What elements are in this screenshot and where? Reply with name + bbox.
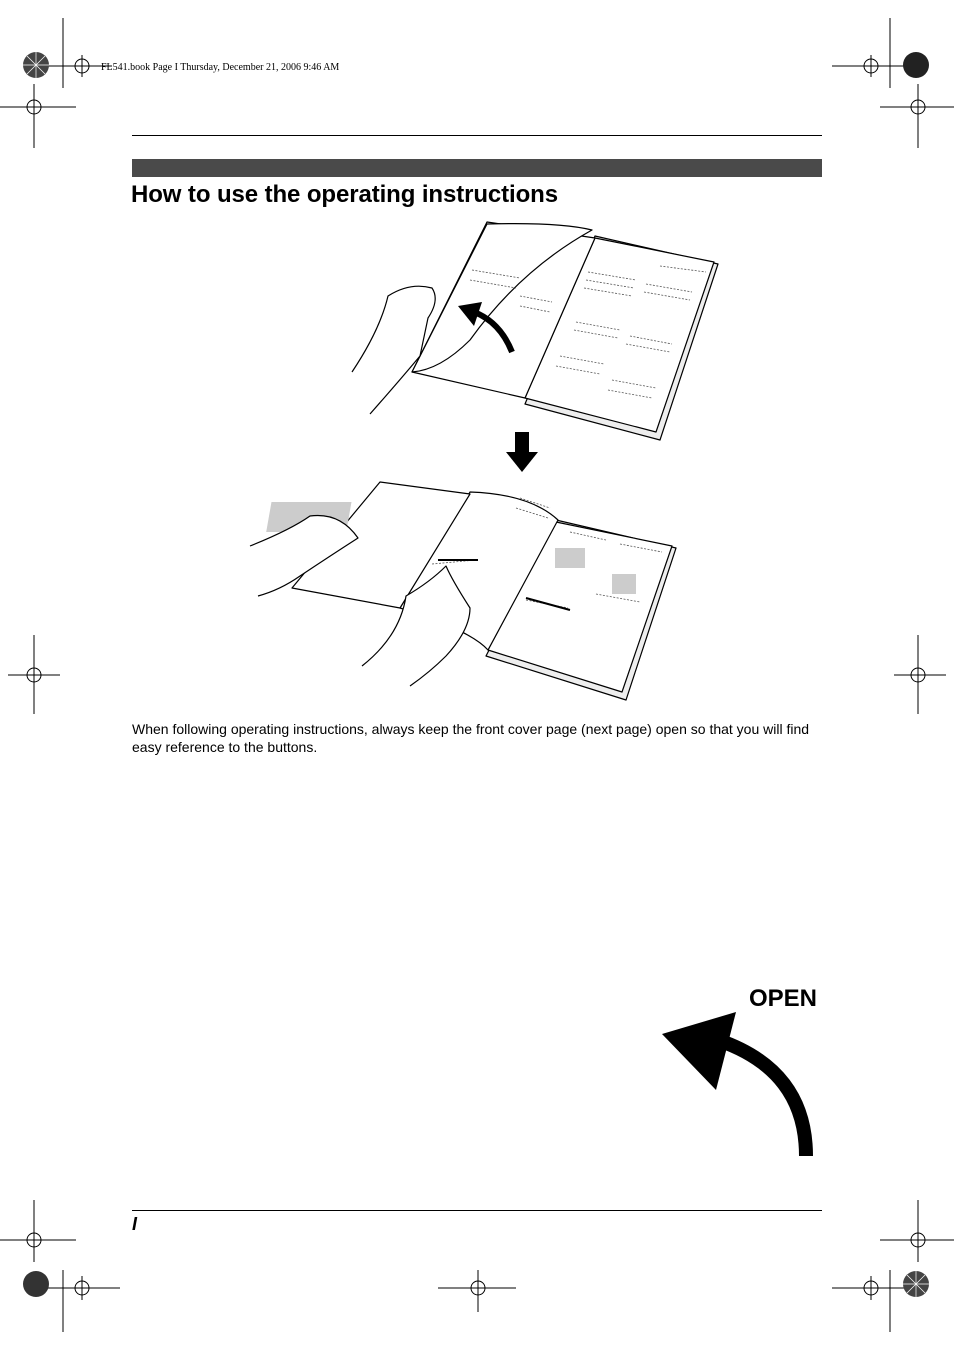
bottom-rule — [132, 1210, 822, 1211]
print-header: FL541.book Page I Thursday, December 21, 2006 9:46 AM — [101, 62, 340, 73]
body-text: When following operating instructions, always keep the front cover page (next page) open so that you will find easy reference to the buttons. — [132, 721, 810, 755]
page-number: I — [132, 1214, 138, 1234]
page-title: How to use the operating instructions — [131, 181, 558, 208]
open-label: OPEN — [749, 985, 818, 1012]
